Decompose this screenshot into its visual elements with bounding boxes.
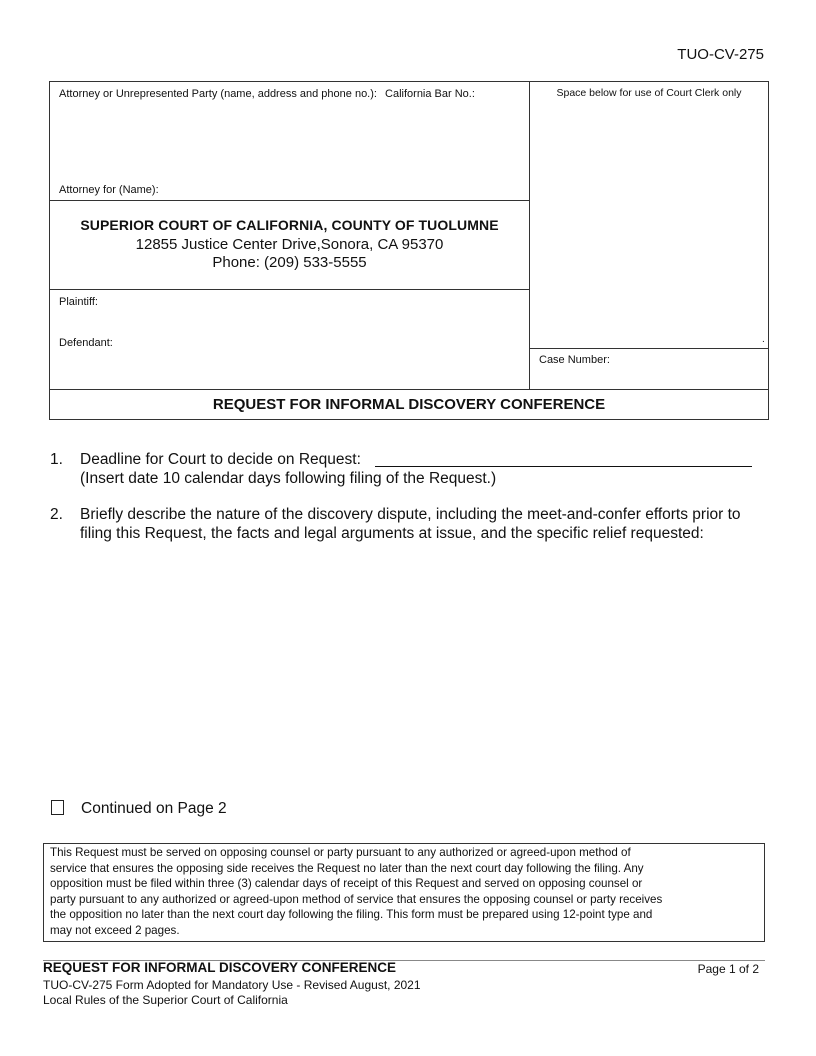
notice-line: opposition must be filed within three (3) calendar days of receipt of this Request and served on opposing counsel or <box>50 877 643 891</box>
case-number-label[interactable]: Case Number: <box>539 354 610 366</box>
defendant-label[interactable]: Defendant: <box>59 337 113 349</box>
caption-divider <box>529 82 530 390</box>
notice-line: service that ensures the opposing side receives the Request no later than the next court day following the filing. Any <box>50 861 644 875</box>
footer-adopted: TUO-CV-275 Form Adopted for Mandatory Use - Revised August, 2021 <box>43 978 421 992</box>
item-2-text-line2: filing this Request, the facts and legal arguments at issue, and the specific relief requested: <box>80 525 704 542</box>
attorney-party-label: Attorney or Unrepresented Party (name, address and phone no.): <box>59 88 377 100</box>
clerk-space-label: Space below for use of Court Clerk only <box>556 87 742 99</box>
deadline-input-line[interactable] <box>375 466 752 467</box>
dispute-description-area[interactable] <box>80 548 760 788</box>
item-2-text-line1: Briefly describe the nature of the discovery dispute, including the meet-and-confer efforts prior to <box>80 506 741 523</box>
item-1-number: 1. <box>50 451 63 468</box>
case-number-divider <box>529 348 769 349</box>
court-address: 12855 Justice Center Drive,Sonora, CA 95370 <box>135 236 444 253</box>
notice-line: may not exceed 2 pages. <box>50 923 180 937</box>
plaintiff-label[interactable]: Plaintiff: <box>59 296 98 308</box>
form-title: REQUEST FOR INFORMAL DISCOVERY CONFERENCE <box>49 390 769 420</box>
page-number: Page 1 of 2 <box>697 962 759 976</box>
court-info <box>50 217 529 271</box>
caption-box <box>49 81 769 390</box>
clerk-space-mark: . <box>762 334 765 345</box>
continued-checkbox[interactable] <box>51 800 64 815</box>
court-name: SUPERIOR COURT OF CALIFORNIA, COUNTY OF TUOLUMNE <box>80 217 499 233</box>
attorney-divider <box>50 200 529 201</box>
notice-line: party pursuant to any authorized or agreed-upon method of service that ensures the opposing counsel or party receives <box>50 892 663 906</box>
footer-rules: Local Rules of the Superior Court of California <box>43 993 288 1007</box>
court-phone: Phone: (209) 533-5555 <box>212 254 367 271</box>
item-2-number: 2. <box>50 506 63 523</box>
footer-title: REQUEST FOR INFORMAL DISCOVERY CONFERENCE <box>43 960 397 975</box>
attorney-party-field[interactable] <box>59 88 475 100</box>
bar-number-label: California Bar No.: <box>385 88 475 100</box>
attorney-for-label[interactable]: Attorney for (Name): <box>59 184 159 196</box>
continued-label: Continued on Page 2 <box>81 800 227 817</box>
service-notice-box <box>43 843 765 942</box>
court-divider <box>50 289 529 290</box>
notice-line: the opposition no later than the next court day following the filing. This form must be prepared using 12-point type and <box>50 908 653 922</box>
notice-line: This Request must be served on opposing counsel or party pursuant to any authorized or agreed-upon method of <box>50 846 631 859</box>
item-1-text: Deadline for Court to decide on Request: <box>80 451 361 468</box>
item-1-hint: (Insert date 10 calendar days following filing of the Request.) <box>80 470 497 487</box>
form-number: TUO-CV-275 <box>677 46 764 63</box>
